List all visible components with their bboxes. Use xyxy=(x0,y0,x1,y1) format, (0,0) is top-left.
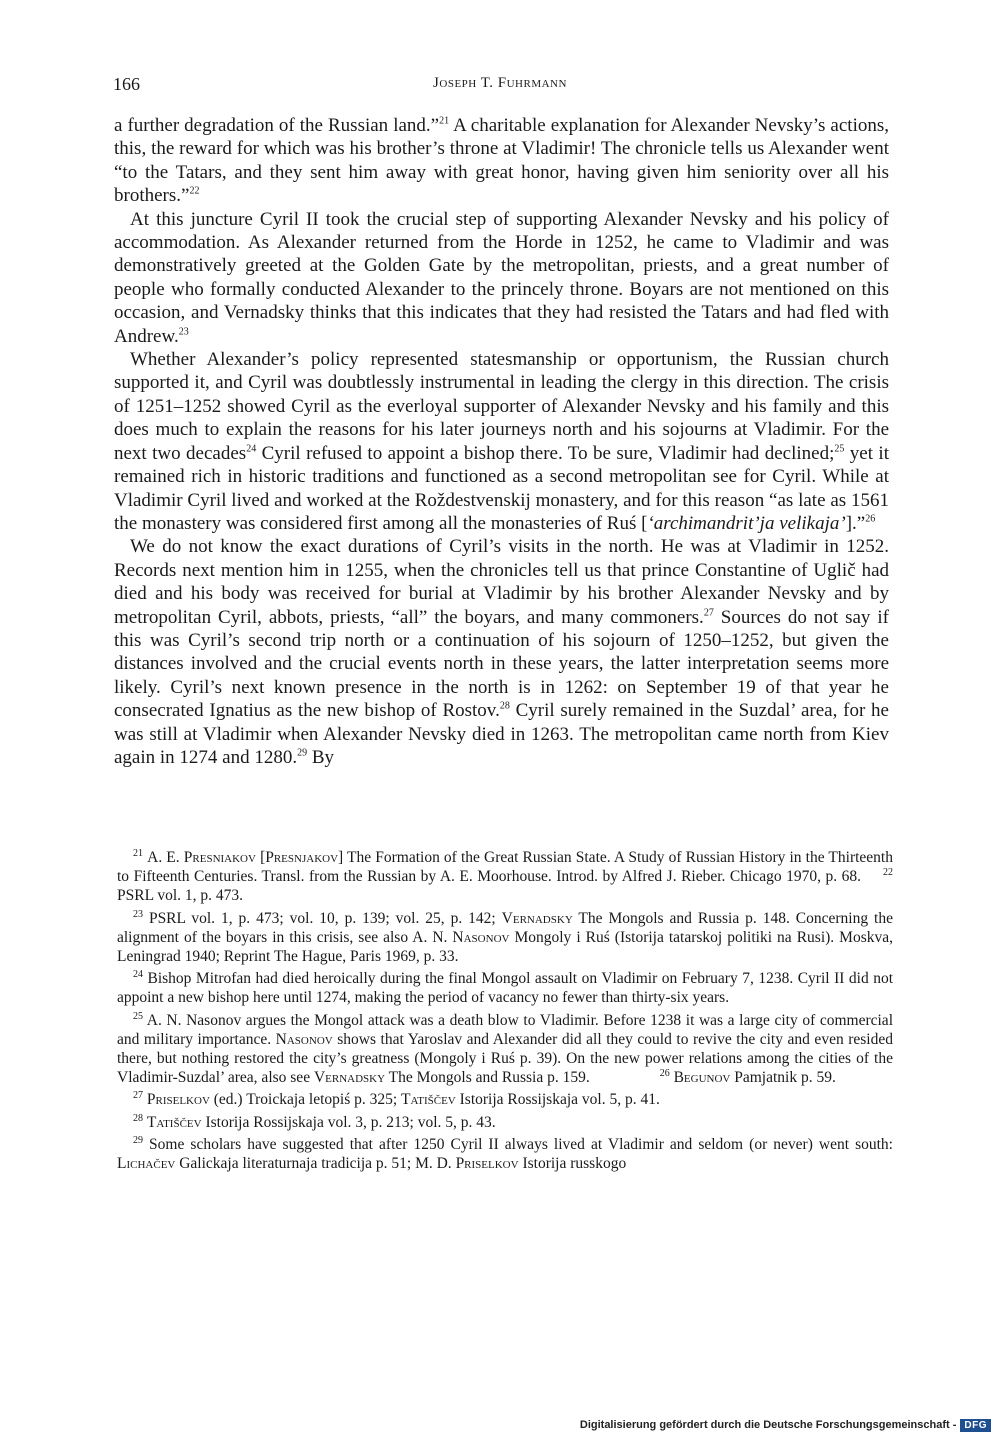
footnote-ref[interactable]: 21 xyxy=(439,115,450,127)
funding-text: Digitalisierung gefördert durch die Deutsche Forschungsgemeinschaft - xyxy=(579,1419,957,1431)
footnote-ref[interactable]: 29 xyxy=(297,747,308,759)
footnote-ref[interactable]: 28 xyxy=(499,700,510,712)
paragraph: At this juncture Cyril II took the crucial step of supporting Alexander Nevsky and his policy of accommodation. As Alexander returned from the Horde in 1252, he came to Vladimir and was demonstratively greeted at the Golden Gate by the metropolitan, priests, and a great number of people who formally conducted Alexander to the princely throne. Boyars are not mentioned on this occasion, and Vernadsky thinks that this indicates that they had resisted the Tatars and had fled with Andrew.$^{23}$ xyxy=(114,208,889,347)
footnote: $^{25}$ A. N. Nasonov argues the Mongol attack was a death blow to Vladimir. Before 1238 it was a large city of commercial and military importance. Nasonov shows that Yaroslav and Alexander did all they could to revive the city and even resided there, but nothing restored the city’s greatness (Mongoly i Ruś p. 39). On the new power relations among the cities of the Vladimir-Suzdal’ area, also see Vernadsky The Mongols and Russia p. 159. $^{26}$ Begunov Pamjatnik p. 59. xyxy=(117,1010,893,1087)
footnotes xyxy=(117,848,893,1176)
italic-term: ‘archimandrit’ja velikaja’ xyxy=(647,512,846,534)
page-number: 166 xyxy=(113,74,140,94)
paragraph: Whether Alexander’s policy represented statesmanship or opportunism, the Russian church supported it, and Cyril was doubtlessly instrumental in leading the clergy in this direction. The crisis of 1251–1252 showed Cyril as the everloyal supporter of Alexander Nevsky and his family and this does much to explain the reasons for his later journeys north and his sojourns at Vladimir. For the next two decades$^{24}$ Cyril refused to appoint a bishop there. To be sure, Vladimir had declined;$^{25}$ yet it remained rich in historic traditions and functioned as a second metropolitan see for Cyril. While at Vladimir Cyril lived and worked at the Roždestvenskij monastery, and for this reason “as late as 1561 the monastery was considered first among all the monasteries of Ruś [‘archimandrit’ja velikaja’].”$^{26}$ xyxy=(114,349,889,534)
footnote-ref[interactable]: 23 xyxy=(178,326,189,338)
footnote: $^{28}$ Tatiščev Istorija Rossijskaja vol. 3, p. 213; vol. 5, p. 43. xyxy=(133,1112,496,1131)
paragraph: a further degradation of the Russian land.”$^{21}$ A charitable explanation for Alexander Nevsky’s actions, this, the reward for which was his brother’s throne at Vladimir! The chronicle tells us Alexander went “to the Tatars, and they sent him away with great honor, having given him seniority over all his brothers.”$^{22}$ xyxy=(114,115,889,207)
running-head: Joseph T. Fuhrmann xyxy=(433,75,567,91)
funding-footer xyxy=(580,1417,991,1433)
footnote: $^{23}$ PSRL vol. 1, p. 473; vol. 10, p. 139; vol. 25, p. 142; Vernadsky The Mongols and Russia p. 148. Concerning the alignment of the boyars in this crisis, see also A. N. Nasonov Mongoly i Ruś (Istorija tatarskoj politiki na Rusi). Moskva, Leningrad 1940; Reprint The Hague, Paris 1969, p. 33. xyxy=(117,908,893,966)
footnote: $^{24}$ Bishop Mitrofan had died heroically during the final Mongol assault on Vladimir on February 7, 1238. Cyril II did not appoint a new bishop here until 1274, making the period of vacancy no fewer than thirty-six years. xyxy=(117,969,893,1007)
footnote-ref[interactable]: 26 xyxy=(865,513,876,525)
footnote-ref[interactable]: 24 xyxy=(246,443,257,455)
footnote-ref[interactable]: 25 xyxy=(834,443,845,455)
footnote-ref[interactable]: 22 xyxy=(189,185,200,197)
footnote: $^{29}$ Some scholars have suggested that after 1250 Cyril II always lived at Vladimir and seldom (or never) went south: Lichačev Galickaja literaturnaja tradicija p. 51; M. D. Priselkov Istorija russkogo xyxy=(117,1134,893,1173)
footnote: $^{27}$ Priselkov (ed.) Troickaja letopiś p. 325; Tatiščev Istorija Rossijskaja vol. 5, p. 41. xyxy=(133,1090,660,1109)
main-text xyxy=(114,114,889,769)
dfg-logo-icon: DFG xyxy=(960,1419,991,1432)
paragraph: We do not know the exact durations of Cyril’s visits in the north. He was at Vladimir in 1252. Records next mention him in 1255, when the chronicles tell us that prince Constantine of Uglič had died and his body was received for burial at Vladimir by his brother Alexander Nevsky and by metropolitan Cyril, abbots, priests, “all” the boyars, and many commoners.$^{27}$ Sources do not say if this was Cyril’s second trip north or a continuation of his sojourn of 1250–1252, but given the distances involved and the crucial events north in these years, the latter interpretation seems more likely. Cyril’s next known presence in the north is in 1262: on September 19 of that year he consecrated Ignatius as the new bishop of Rostov.$^{28}$ Cyril surely remained in the Suzdal’ area, for he was still at Vladimir when Alexander Nevsky died in 1263. The metropolitan came north from Kiev again in 1274 and 1280.29 By xyxy=(114,536,890,768)
footnote-ref[interactable]: 27 xyxy=(703,607,714,619)
footnote: $^{21}$ A. E. Presniakov [Presnjakov] The Formation of the Great Russian State. A Study of Russian History in the Thirteenth to Fifteenth Centuries. Transl. from the Russian by A. E. Moorhouse. Introd. by Alfred J. Rieber. Chicago 1970, p. 68. $^{22}$ PSRL vol. 1, p. 473. xyxy=(117,847,893,905)
